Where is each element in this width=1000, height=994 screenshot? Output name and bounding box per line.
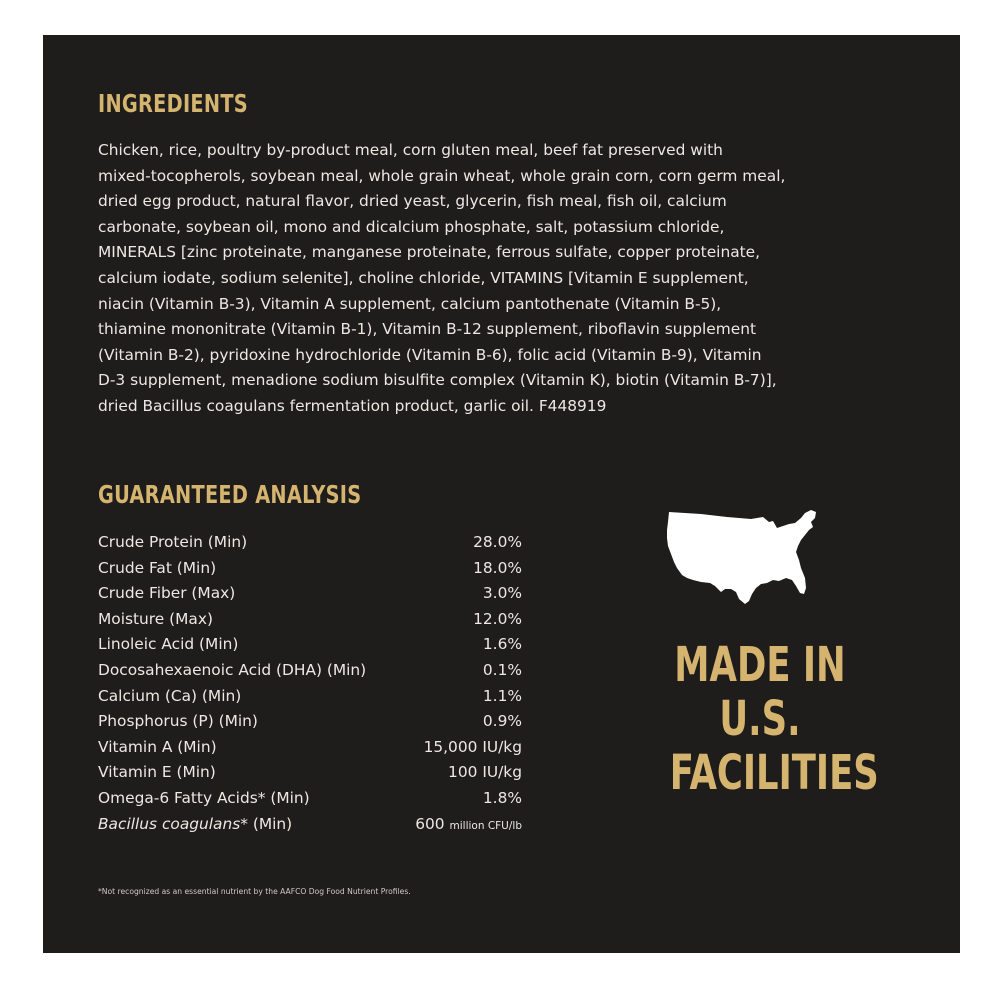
analysis-label: Omega-6 Fatty Acids* (Min) [98, 788, 310, 807]
ingredients-line: D-3 supplement, menadione sodium bisulfite complex (Vitamin K), biotin (Vitamin B-7)], [98, 371, 777, 390]
analysis-value: 28.0% [473, 533, 522, 551]
bacillus-unit: million CFU/lb [449, 819, 522, 832]
ingredients-list [98, 138, 918, 420]
footnote: *Not recognized as an essential nutrient by the AAFCO Dog Food Nutrient Profiles. [98, 887, 411, 896]
badge-line: FACILITIES [669, 745, 879, 801]
analysis-value: 1.6% [482, 635, 522, 654]
analysis-value: 0.1% [482, 660, 522, 679]
ingredients-line: thiamine mononitrate (Vitamin B-1), Vitamin B-12 supplement, riboflavin supplement [98, 320, 757, 339]
ingredients-line: mixed-tocopherols, soybean meal, whole grain wheat, whole grain corn, corn germ meal, [98, 166, 786, 185]
ingredients-line: MINERALS [zinc proteinate, manganese proteinate, ferrous sulfate, copper proteinate, [98, 243, 761, 262]
analysis-label: Crude Fiber (Max) [98, 584, 236, 603]
analysis-row [98, 556, 528, 582]
ingredients-line: (Vitamin B-2), pyridoxine hydrochloride (Vitamin B-6), folic acid (Vitamin B-9), Vitamin [98, 345, 762, 364]
ingredients-line: dried egg product, natural flavor, dried yeast, glycerin, fish meal, fish oil, calcium [98, 192, 727, 211]
analysis-row [98, 658, 528, 684]
analysis-label: Moisture (Max) [98, 609, 213, 628]
analysis-value: 0.9% [482, 712, 522, 731]
bacillus-qualifier: * (Min) [240, 814, 293, 833]
analysis-label: Crude Protein (Min) [98, 533, 248, 551]
bacillus-name: Bacillus coagulans [98, 814, 241, 833]
analysis-row [98, 581, 528, 607]
analysis-value [415, 812, 522, 840]
analysis-value: 18.0% [473, 558, 522, 577]
analysis-label [98, 812, 292, 838]
analysis-label: Vitamin A (Min) [98, 737, 217, 756]
analysis-value: 1.8% [482, 788, 522, 807]
analysis-row [98, 530, 528, 556]
ingredients-line: Chicken, rice, poultry by-product meal, corn gluten meal, beef fat preserved with [98, 141, 723, 159]
ingredients-line: niacin (Vitamin B-3), Vitamin A supplement, calcium pantothenate (Vitamin B-5), [98, 294, 722, 313]
analysis-row [98, 709, 528, 735]
nutrition-panel [43, 35, 960, 953]
ingredients-line: carbonate, soybean oil, mono and dicalcium phosphate, salt, potassium chloride, [98, 217, 725, 236]
analysis-label: Crude Fat (Min) [98, 558, 217, 577]
analysis-row [98, 735, 528, 761]
analysis-value: 100 IU/kg [448, 763, 522, 782]
analysis-label: Linoleic Acid (Min) [98, 635, 239, 654]
analysis-label: Docosahexaenoic Acid (DHA) (Min) [98, 660, 367, 679]
analysis-value: 1.1% [482, 686, 522, 705]
made-in-usa-badge [650, 637, 879, 801]
analysis-label: Phosphorus (P) (Min) [98, 712, 258, 731]
analysis-row-bacillus [98, 812, 528, 838]
analysis-label: Vitamin E (Min) [98, 763, 216, 782]
bacillus-amount: 600 [415, 814, 445, 833]
badge-line: U.S. [719, 691, 801, 747]
analysis-value: 15,000 IU/kg [423, 737, 522, 756]
analysis-value: 3.0% [482, 584, 522, 603]
ingredients-line: dried Bacillus coagulans fermentation product, garlic oil. F448919 [98, 396, 607, 415]
analysis-row [98, 760, 528, 786]
analysis-row [98, 684, 528, 710]
guaranteed-analysis-table [98, 530, 528, 837]
analysis-row [98, 786, 528, 812]
badge-line: MADE IN [674, 637, 846, 693]
guaranteed-analysis-heading: GUARANTEED ANALYSIS [98, 480, 362, 509]
ingredients-heading: INGREDIENTS [98, 89, 248, 118]
analysis-value: 12.0% [473, 609, 522, 628]
analysis-label: Calcium (Ca) (Min) [98, 686, 242, 705]
usa-map-icon [665, 508, 819, 608]
ingredients-line: calcium iodate, sodium selenite], choline chloride, VITAMINS [Vitamin E supplement, [98, 268, 749, 287]
analysis-row [98, 607, 528, 633]
analysis-row [98, 632, 528, 658]
